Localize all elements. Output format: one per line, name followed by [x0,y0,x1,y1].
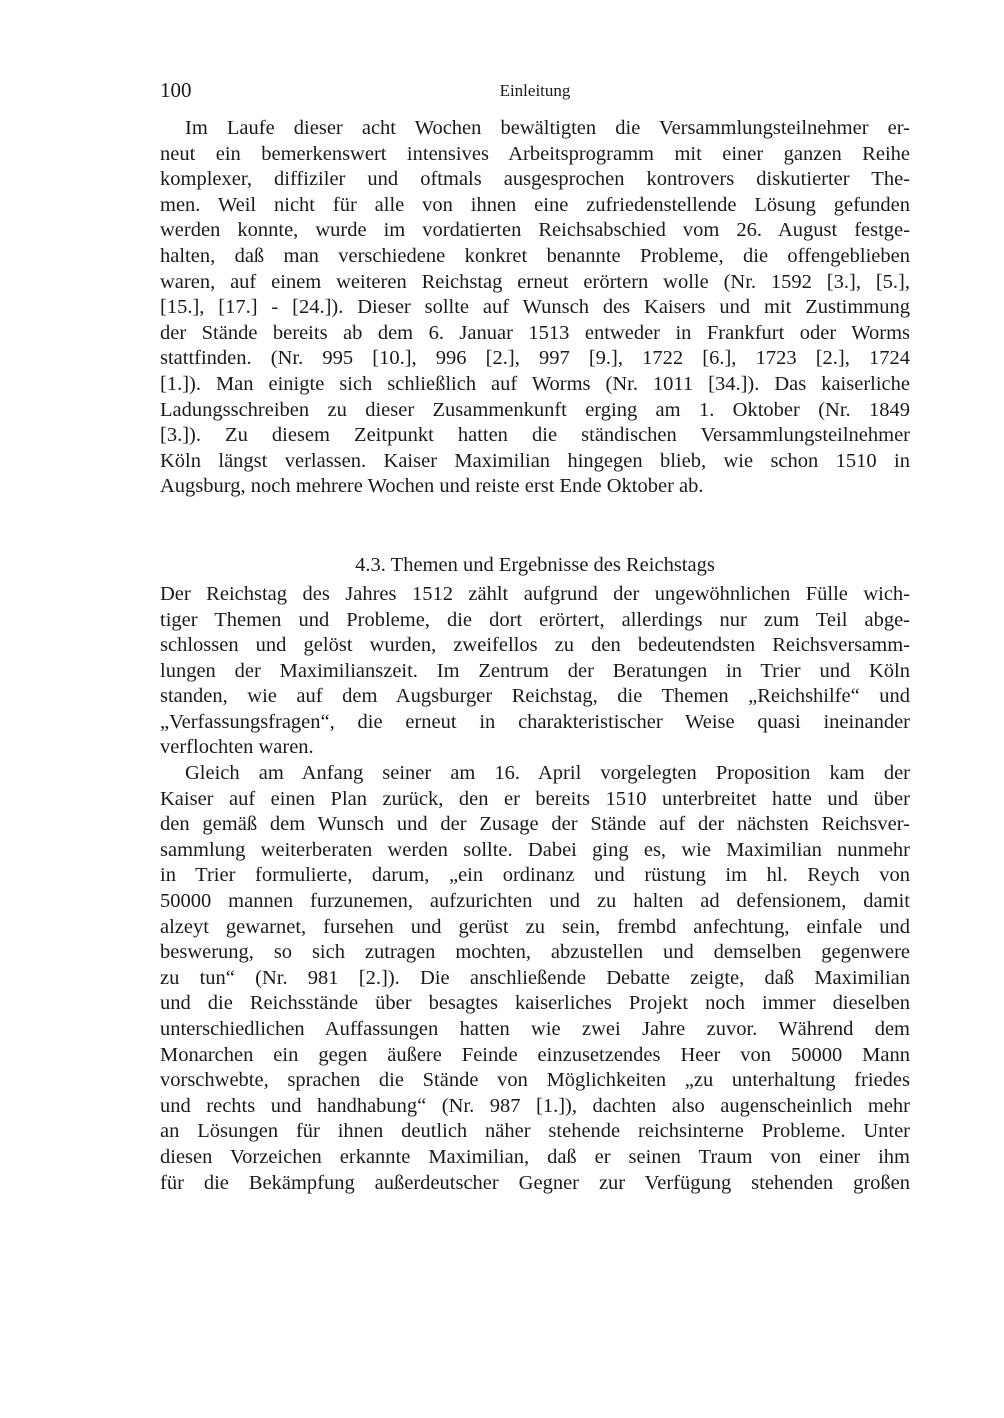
text-line: [3.]). Zu diesem Zeitpunkt hatten die ständischen Versammlungsteilnehmer [160,424,910,447]
text-line: 50000 mannen furzunemen, aufzurichten und zu halten ad defensionem, damit [160,890,910,913]
text-line: alzeyt gewarnet, fursehen und gerüst zu sein, frembd anfechtung, einfale und [160,915,910,938]
text-line: Kaiser auf einen Plan zurück, den er bereits 1510 unterbreitet hatte und über [160,787,910,810]
text-line: der Stände bereits ab dem 6. Januar 1513 entweder in Frankfurt oder Worms [160,321,910,344]
text-line: [1.]). Man einigte sich schließlich auf Worms (Nr. 1011 [34.]). Das kaiserliche [160,372,910,395]
text-line: beswerung, so sich zutragen mochten, abzustellen und demselben gegenwere [160,941,910,964]
text-line: standen, wie auf dem Augsburger Reichstag, die Themen „Reichshilfe“ und [160,685,910,708]
text-line: lungen der Maximilianszeit. Im Zentrum der Beratungen in Trier und Köln [160,659,910,682]
running-title: Einleitung [499,81,571,100]
running-head [160,78,910,108]
paragraph-reichstag-topics [160,582,910,761]
text-line: „Verfassungsfragen“, die erneut in charakteristischer Weise quasi ineinander [160,710,910,733]
text-line: neut ein bemerkenswert intensives Arbeitsprogramm mit einer ganzen Reihe [160,142,910,165]
text-line: schlossen und gelöst wurden, zweifellos zu den bedeutendsten Reichsversamm- [160,634,910,657]
text-line: in Trier formulierte, darum, „ein ordinanz und rüstung im hl. Reych von [160,864,910,887]
text-line: diesen Vorzeichen erkannte Maximilian, daß er seinen Traum von einer ihm [160,1145,910,1168]
text-line: halten, daß man verschiedene konkret benannte Probleme, die offengeblieben [160,244,910,267]
text-line: vorschwebte, sprachen die Stände von Möglichkeiten „zu unterhaltung friedes [160,1069,910,1092]
text-line: Augsburg, noch mehrere Wochen und reiste erst Ende Oktober ab. [160,475,704,498]
text-line: und die Reichsstände über besagtes kaiserliches Projekt noch immer dieselben [160,992,910,1015]
text-line: Köln längst verlassen. Kaiser Maximilian hingegen blieb, wie schon 1510 in [160,449,910,472]
text-line: zu tun“ (Nr. 981 [2.]). Die anschließende Debatte zeigte, daß Maximilian [160,966,910,989]
text-line: Gleich am Anfang seiner am 16. April vorgelegten Proposition kam der [185,762,910,785]
text-line: für die Bekämpfung außerdeutscher Gegner zur Verfügung stehenden großen [160,1171,910,1194]
document-page [160,78,910,1196]
page-number: 100 [160,78,192,102]
text-line: werden konnte, wurde im vordatierten Reichsabschied vom 26. August festge- [160,219,910,242]
text-line: verflochten waren. [160,736,314,759]
text-line: an Lösungen für ihnen deutlich näher stehende reichsinterne Probleme. Unter [160,1120,910,1143]
text-line: waren, auf einem weiteren Reichstag erneut erörtern wolle (Nr. 1592 [3.], [5.], [160,270,910,293]
text-line: stattfinden. (Nr. 995 [10.], 996 [2.], 997 [9.], 1722 [6.], 1723 [2.], 1724 [160,347,910,370]
paragraph-proposition [160,761,910,1196]
text-line: Monarchen ein gegen äußere Feinde einzusetzendes Heer von 50000 Mann [160,1043,910,1066]
section-heading: 4.3. Themen und Ergebnisse des Reichstags [355,553,715,576]
text-line: sammlung weiterberaten werden sollte. Dabei ging es, wie Maximilian nunmehr [160,838,910,861]
text-line: und rechts und handhabung“ (Nr. 987 [1.]), dachten also augenscheinlich mehr [160,1094,910,1117]
text-line: Ladungsschreiben zu dieser Zusammenkunft erging am 1. Oktober (Nr. 1849 [160,398,910,421]
text-line: Im Laufe dieser acht Wochen bewältigten die Versammlungsteilnehmer er- [185,117,910,139]
text-line: [15.], [17.] - [24.]). Dieser sollte auf Wunsch des Kaisers und mit Zustimmung [160,296,910,319]
paragraph-weeks-summary [160,116,910,500]
text-line: tiger Themen und Probleme, die dort erörtert, allerdings nur zum Teil abge- [160,608,910,631]
text-line: unterschiedlichen Auffassungen hatten wie zwei Jahre zuvor. Während dem [160,1018,910,1040]
text-line: den gemäß dem Wunsch und der Zusage der Stände auf der nächsten Reichsver- [160,813,910,836]
text-line: Der Reichstag des Jahres 1512 zählt aufgrund der ungewöhnlichen Fülle wich- [160,582,910,605]
text-line: men. Weil nicht für alle von ihnen eine zufriedenstellende Lösung gefunden [160,193,910,216]
text-line: komplexer, diffiziler und oftmals ausgesprochen kontrovers diskutierter The- [160,168,910,191]
